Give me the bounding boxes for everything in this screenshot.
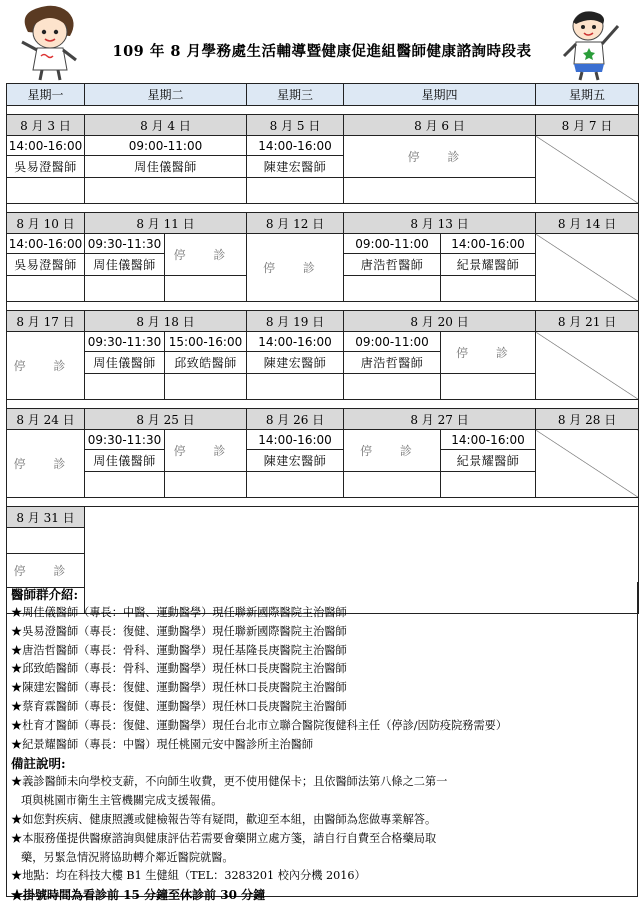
date-cell: 8 月 18 日	[85, 311, 247, 332]
date-cell: 8 月 26 日	[247, 409, 344, 430]
slot-time: 14:00-16:00	[441, 430, 536, 450]
date-cell: 8 月 24 日	[7, 409, 85, 430]
closed-slot: 停 診	[7, 430, 85, 498]
date-cell: 8 月 20 日	[344, 311, 536, 332]
closed-slot: 停 診	[344, 136, 536, 178]
row-spacer	[7, 400, 639, 409]
empty-cell	[247, 472, 344, 498]
weekday-header: 星期一	[7, 84, 85, 106]
slot-doctor: 唐浩哲醫師	[344, 352, 441, 374]
empty-cell	[247, 374, 344, 400]
date-cell: 8 月 3 日	[7, 115, 85, 136]
date-cell: 8 月 6 日	[344, 115, 536, 136]
remark-item: ★本服務僅提供醫療諮詢與健康評估若需要會藥開立處方箋，請自行自費至合格藥局取	[11, 831, 437, 845]
remark-item: ★義診醫師未向學校支薪，不向師生收費，更不使用健保卡；且依醫師法第八條之二第一	[11, 775, 448, 789]
no-service-cell	[536, 430, 639, 498]
empty-cell	[85, 472, 165, 498]
empty-cell	[85, 178, 247, 204]
slot-doctor: 吳易澄醫師	[7, 156, 85, 178]
remark-item: ★地點：均在科技大樓 B1 生健組（TEL：3283201 校內分機 2016）	[11, 869, 366, 883]
slot-time: 09:00-11:00	[344, 234, 441, 254]
remark-item: 項與桃園市衛生主管機關完成支援報備。	[21, 794, 223, 808]
slot-doctor: 周佳儀醫師	[85, 156, 247, 178]
date-cell: 8 月 11 日	[85, 213, 247, 234]
date-cell: 8 月 19 日	[247, 311, 344, 332]
slot-time: 09:30-11:30	[85, 430, 165, 450]
empty-cell	[165, 374, 247, 400]
date-cell: 8 月 12 日	[247, 213, 344, 234]
doctor-intro-heading: 醫師群介紹:	[11, 587, 79, 602]
date-cell: 8 月 31 日	[7, 507, 85, 528]
doctor-intro-item: ★唐浩哲醫師（專長：骨科、運動醫學）現任基隆長庚醫院主治醫師	[11, 643, 347, 657]
empty-cell	[344, 472, 441, 498]
date-cell: 8 月 10 日	[7, 213, 85, 234]
empty-cell	[165, 472, 247, 498]
doctor-intro-item: ★蔡育霖醫師（專長：復健、運動醫學）現任林口長庚醫院主治醫師	[11, 699, 347, 713]
closed-slot: 停 診	[165, 234, 247, 276]
slot-doctor: 唐浩哲醫師	[344, 254, 441, 276]
slot-time: 14:00-16:00	[247, 136, 344, 156]
girl-mascot-icon	[10, 2, 90, 82]
empty-cell	[7, 178, 85, 204]
empty-cell	[441, 374, 536, 400]
weekday-header: 星期三	[247, 84, 344, 106]
closed-slot: 停 診	[344, 430, 441, 472]
boy-mascot-icon	[552, 2, 632, 82]
closed-slot: 停 診	[165, 430, 247, 472]
date-row	[7, 311, 639, 332]
doctor-intro-item: ★紀景耀醫師（專長：中醫）現任桃園元安中醫診所主治醫師	[11, 737, 314, 751]
empty-cell	[247, 178, 344, 204]
weekday-header: 星期四	[344, 84, 536, 106]
date-row	[7, 507, 639, 528]
empty-cell	[441, 472, 536, 498]
slot-doctor: 紀景耀醫師	[441, 254, 536, 276]
empty-cell	[7, 276, 85, 302]
slot-doctor: 邱致皓醫師	[165, 352, 247, 374]
row-spacer	[7, 302, 639, 311]
date-cell: 8 月 27 日	[344, 409, 536, 430]
date-row	[7, 409, 639, 430]
date-row	[7, 115, 639, 136]
slot-time: 09:30-11:30	[85, 332, 165, 352]
empty-cell	[165, 276, 247, 302]
doctor-intro-item: ★周佳儀醫師（專長：中醫、運動醫學）現任聯新國際醫院主治醫師	[11, 606, 347, 619]
empty-cell	[85, 374, 165, 400]
closed-slot: 停 診	[7, 554, 85, 588]
slot-time: 09:00-11:00	[85, 136, 247, 156]
remark-item: 藥，另緊急情況將協助轉介鄰近醫院就醫。	[21, 850, 234, 864]
empty-cell	[344, 178, 536, 204]
schedule-table	[6, 83, 639, 614]
date-row	[7, 213, 639, 234]
notes-panel	[6, 582, 638, 901]
date-cell: 8 月 4 日	[85, 115, 247, 136]
weekday-header: 星期五	[536, 84, 639, 106]
slot-doctor: 周佳儀醫師	[85, 450, 165, 472]
slot-doctor: 陳建宏醫師	[247, 352, 344, 374]
doctor-intro-item: ★杜育才醫師（專長：復健、運動醫學）現任台北市立聯合醫院復健科主任（停診/因防疫院務需要）	[11, 718, 508, 732]
remark-item: ★掛號時間為看診前 15 分鐘至休診前 30 分鐘	[11, 888, 266, 901]
header	[0, 0, 644, 82]
empty-cell	[441, 276, 536, 302]
date-cell: 8 月 13 日	[344, 213, 536, 234]
slot-doctor: 陳建宏醫師	[247, 156, 344, 178]
closed-slot: 停 診	[7, 332, 85, 400]
date-cell: 8 月 21 日	[536, 311, 639, 332]
slot-doctor: 陳建宏醫師	[247, 450, 344, 472]
page-title: 109 年 8 月學務處生活輔導暨健康促進組醫師健康諮詢時段表	[112, 43, 532, 60]
slot-time: 14:00-16:00	[441, 234, 536, 254]
slot-doctor: 紀景耀醫師	[441, 450, 536, 472]
slot-time: 09:00-11:00	[344, 332, 441, 352]
date-cell: 8 月 7 日	[536, 115, 639, 136]
doctor-intro-item: ★吳易澄醫師（專長：復健、運動醫學）現任聯新國際醫院主治醫師	[11, 624, 347, 638]
empty-cell	[344, 374, 441, 400]
date-cell: 8 月 14 日	[536, 213, 639, 234]
closed-slot: 停 診	[441, 332, 536, 374]
date-cell: 8 月 28 日	[536, 409, 639, 430]
slot-doctor: 吳易澄醫師	[7, 254, 85, 276]
date-cell: 8 月 25 日	[85, 409, 247, 430]
weekday-header: 星期二	[85, 84, 247, 106]
row-spacer	[7, 106, 639, 115]
slot-doctor: 周佳儀醫師	[85, 352, 165, 374]
date-cell: 8 月 17 日	[7, 311, 85, 332]
closed-slot: 停 診	[247, 234, 344, 302]
slot-time: 09:30-11:30	[85, 234, 165, 254]
slot-time: 14:00-16:00	[7, 234, 85, 254]
doctor-intro-item: ★邱致皓醫師（專長：骨科、運動醫學）現任林口長庚醫院主治醫師	[11, 662, 347, 676]
no-service-cell	[536, 234, 639, 302]
remark-item: ★如您對疾病、健康照護或健檢報告等有疑問，歡迎至本組，由醫師為您做專業解答。	[11, 812, 437, 826]
no-service-cell	[536, 332, 639, 400]
row-spacer	[7, 498, 639, 507]
empty-cell	[7, 528, 85, 554]
row-spacer	[7, 204, 639, 213]
doctor-intro-item: ★陳建宏醫師（專長：復健、運動醫學）現任林口長庚醫院主治醫師	[11, 681, 347, 695]
slot-doctor: 周佳儀醫師	[85, 254, 165, 276]
no-service-cell	[536, 136, 639, 204]
empty-cell	[344, 276, 441, 302]
slot-time: 14:00-16:00	[7, 136, 85, 156]
slot-time: 15:00-16:00	[165, 332, 247, 352]
weekday-header-row	[7, 84, 639, 106]
slot-time: 14:00-16:00	[247, 430, 344, 450]
date-cell: 8 月 5 日	[247, 115, 344, 136]
slot-time: 14:00-16:00	[247, 332, 344, 352]
empty-cell	[85, 276, 165, 302]
remarks-heading: 備註說明:	[11, 756, 66, 772]
